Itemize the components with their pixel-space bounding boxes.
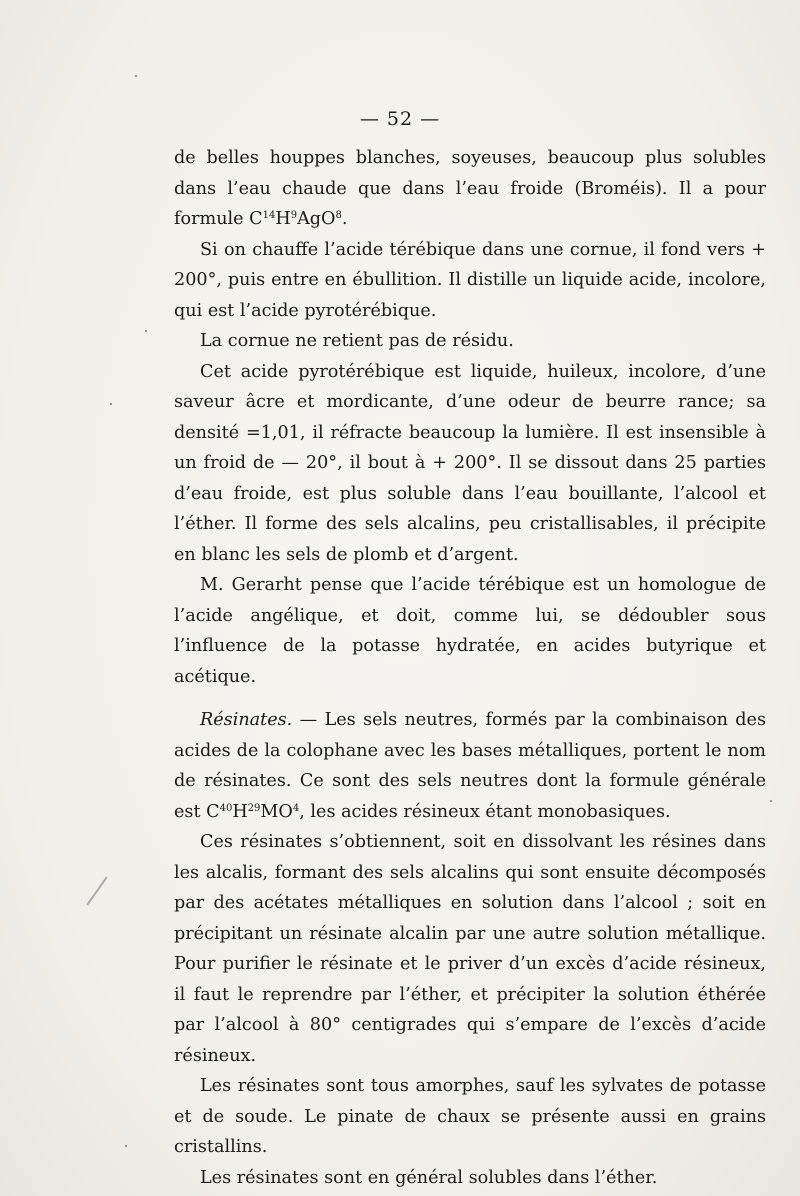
paragraph-9: Les résinates sont en général solubles dans l’éther. — [200, 1167, 658, 1188]
paper-speck — [125, 1145, 127, 1147]
paragraph-5: M. Gerarht pense que l’acide térébique est un homologue de l’acide angélique, et doit, comme lui, se dédoubler sous l’influence de la potasse hydratée, en acides butyrique et acétique. — [174, 575, 766, 687]
section-label: Résinates. — [200, 710, 293, 730]
paragraph-7: Ces résinates s’obtiennent, soit en dissolvant les résines dans les alcalis, formant des sels alcalins qui sont ensuite décomposés par des acétates métalliques en solution dans l’alcool ; soit en précipitant un résinate alcalin par une autre solution métallique. Pour purifier le résinate et le priver d’un excès d’acide résineux, il faut le reprendre par l’éther, et précipiter la solution éthérée par l’alcool à 80° centigrades qui s’empare de l’excès d’acide résineux. — [174, 832, 766, 1066]
paragraph-4: Cet acide pyrotérébique est liquide, huileux, incolore, d’une saveur âcre et mordicante, d’une odeur de beurre rance; sa densité =1,01, il réfracte beaucoup la lumière. Il est insensible à un froid de — 20°, il bout à + 200°. Il se dissout dans 25 parties d’eau froide, est plus soluble dans l’eau bouillante, l’alcool et l’éther. Il forme des sels alcalins, peu cristallisables, il précipite en blanc les sels de plomb et d’argent. — [174, 361, 766, 565]
paper-speck — [145, 330, 147, 332]
paragraph-3: La cornue ne retient pas de résidu. — [200, 331, 514, 351]
paragraph-8: Les résinates sont tous amorphes, sauf les sylvates de potasse et de soude. Le pinate de chaux se présente aussi en grains cristallins. — [174, 1076, 766, 1157]
page-number: — 52 — — [359, 108, 441, 130]
paragraph-1: de belles houppes blanches, soyeuses, beaucoup plus solubles dans l’eau chaude que dans l’eau froide (Broméis). Il a pour formule $C^{14}H^9AgO^8$. — [174, 148, 766, 229]
pencil-mark — [86, 877, 107, 906]
body-text — [174, 143, 766, 1193]
paper-speck — [110, 403, 112, 405]
paper-speck — [770, 800, 772, 802]
paragraph-resinates: Résinates. — Les sels neutres, formés par la combinaison des acides de la colophane avec les bases métalliques, portent le nom de résinates. Ce sont des sels neutres dont la formule générale est $C^{40}H^{29}MO^4$, les acides résineux étant monobasiques. — [174, 710, 766, 822]
paper-speck — [135, 75, 137, 77]
paragraph-2: Si on chauffe l’acide térébique dans une cornue, il fond vers + 200°, puis entre en ébullition. Il distille un liquide acide, incolore, qui est l’acide pyrotérébique. — [174, 239, 766, 321]
